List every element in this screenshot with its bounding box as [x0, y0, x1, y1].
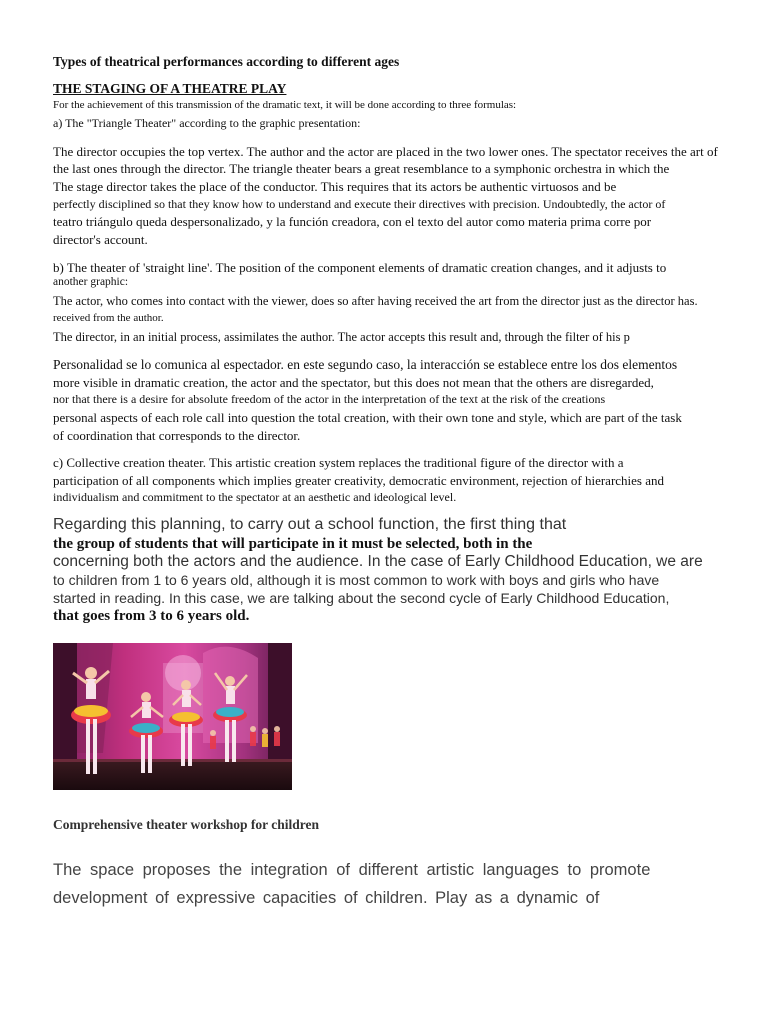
paragraph-line: participation of all components which implies greater creativity, democratic environment, rejection of hierarchies and: [53, 473, 665, 488]
paragraph-line: The director, in an initial process, assimilates the author. The actor accepts this result and, through the filter of his p: [53, 330, 630, 344]
paragraph-line: started in reading. In this case, we are talking about the second cycle of Early Childhood Education,: [53, 590, 670, 606]
section-title-workshop: Comprehensive theater workshop for children: [53, 817, 319, 832]
paragraph-line: nor that there is a desire for absolute freedom of the actor in the interpretation of the text at the risk of the creations: [53, 392, 606, 406]
intro-line: a) The "Triangle Theater" according to the graphic presentation:: [53, 116, 361, 130]
paragraph-line: The stage director takes the place of the conductor. This requires that its actors be authentic virtuosos and be: [53, 179, 617, 194]
paragraph-line: Personalidad se lo comunica al espectador. en este segundo caso, la interacción se establece entre los dos elementos: [53, 357, 678, 372]
paragraph-line: to children from 1 to 6 years old, although it is most common to work with boys and girls who have: [53, 572, 660, 588]
paragraph-line: received from the author.: [53, 312, 164, 324]
paragraph-line: more visible in dramatic creation, the actor and the spectator, but this does not mean that the others are disregarded,: [53, 375, 654, 390]
children-ballet-stage-photo: [53, 643, 292, 790]
paragraph-line: personal aspects of each role call into question the total creation, with their own tone and style, which are part of the task: [53, 410, 682, 425]
paragraph-line: individualism and commitment to the spectator at an aesthetic and ideological level.: [53, 490, 457, 504]
paragraph-line: The space proposes the integration of different artistic languages to promote: [53, 861, 651, 879]
paragraph-line: c) Collective creation theater. This artistic creation system replaces the traditional figure of the director with a: [53, 455, 624, 470]
paragraph-line: the last ones through the director. The triangle theater bears a great resemblance to a symphonic orchestra in which the: [53, 161, 670, 176]
paragraph-line: concerning both the actors and the audience. In the case of Early Childhood Education, we are: [53, 553, 703, 570]
paragraph-line: The director occupies the top vertex. The author and the actor are placed in the two lower ones. The spectator receives the art of: [53, 144, 718, 159]
document-heading: Types of theatrical performances according to different ages: [53, 54, 400, 69]
paragraph-line: another graphic:: [53, 276, 129, 288]
paragraph-line: director's account.: [53, 232, 148, 247]
paragraph-line: b) The theater of 'straight line'. The position of the component elements of dramatic creation changes, and it adjusts to: [53, 260, 667, 275]
paragraph-line: Regarding this planning, to carry out a school function, the first thing that: [53, 516, 567, 533]
paragraph-line: the group of students that will participate in it must be selected, both in the: [53, 536, 533, 552]
paragraph-line: The actor, who comes into contact with the viewer, does so after having received the art from the director just as the director has.: [53, 294, 698, 308]
section-title-staging: THE STAGING OF A THEATRE PLAY: [53, 81, 287, 96]
paragraph-line: teatro triángulo queda despersonalizado, y la función creadora, con el texto del autor como materia prima corre por: [53, 214, 652, 229]
paragraph-line: development of expressive capacities of children. Play as a dynamic of: [53, 889, 600, 907]
paragraph-line: of coordination that corresponds to the director.: [53, 428, 301, 443]
paragraph-line: that goes from 3 to 6 years old.: [53, 608, 250, 624]
paragraph-line: perfectly disciplined so that they know how to understand and execute their directives with precision. Undoubtedly, the actor of: [53, 197, 666, 211]
intro-line: For the achievement of this transmission of the dramatic text, it will be done according to three formulas:: [53, 99, 517, 111]
